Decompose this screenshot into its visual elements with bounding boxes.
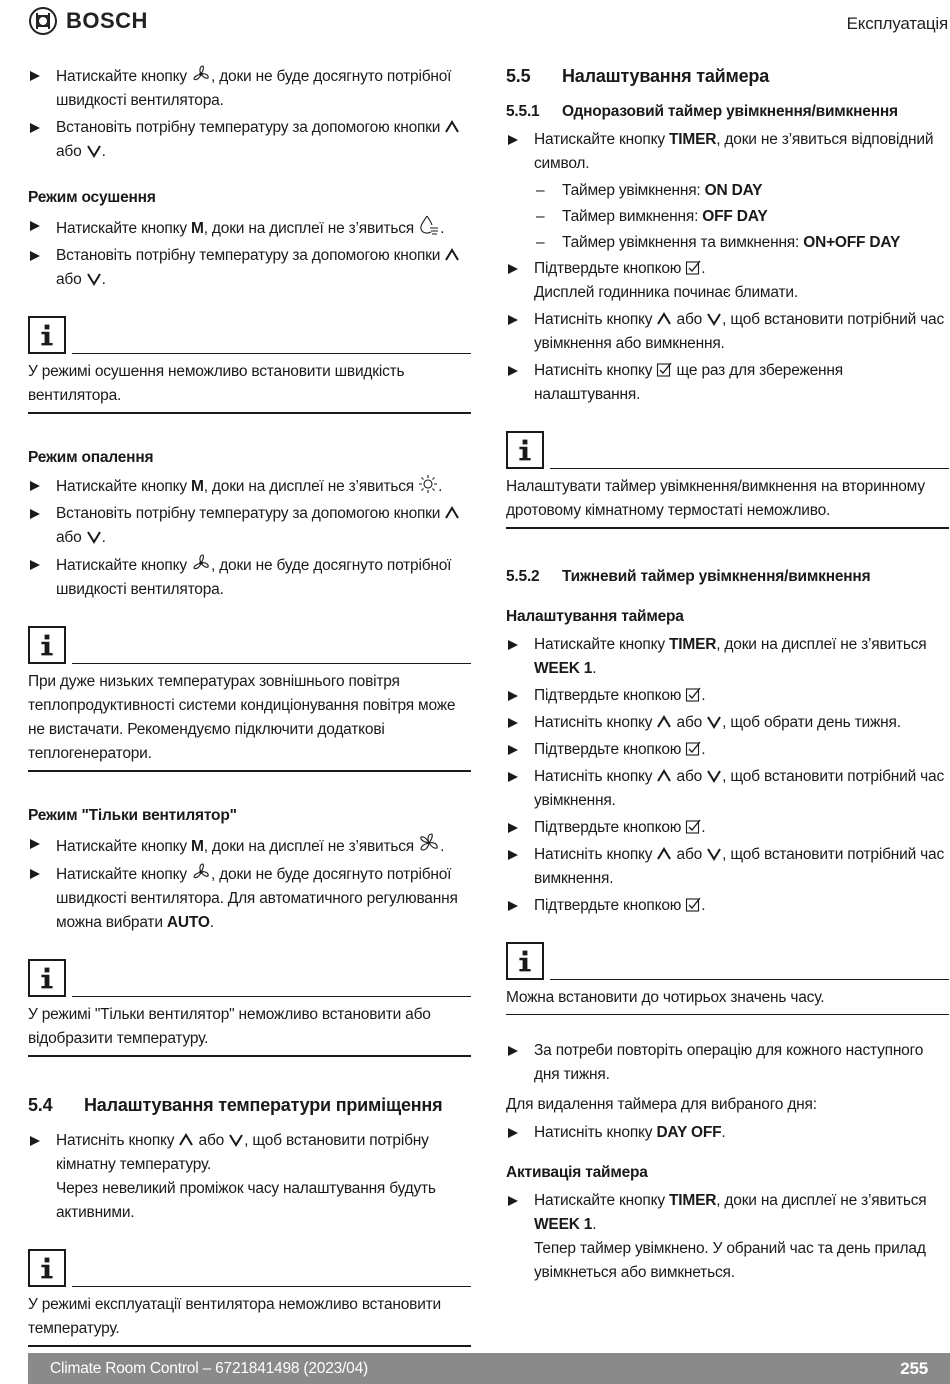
section-5-5-heading: 5.5 Налаштування таймера — [506, 66, 770, 86]
bosch-armature-icon — [28, 6, 58, 36]
info-text: У режимі експлуатації вентилятора неможливо встановити температуру. — [28, 1287, 471, 1347]
info-text: Налаштувати таймер увімкнення/вимкнення на вторинному дротовому кімнатному термостаті неможливо. — [506, 469, 949, 529]
info-icon — [506, 942, 544, 980]
right-column — [506, 64, 949, 1288]
list-item: Натисніть кнопку DAY OFF. — [506, 1121, 949, 1145]
section-5-5-1-heading: 5.5.1 Одноразовий таймер увімкнення/вимкнення — [506, 103, 898, 120]
info-text: У режимі осушення неможливо встановити швидкість вентилятора. — [28, 354, 471, 414]
page-header — [28, 6, 950, 38]
arrow-up-icon — [444, 505, 460, 521]
list-item: Встановіть потрібну температуру за допомогою кнопки або . — [28, 116, 471, 164]
arrow-up-icon — [656, 768, 672, 784]
list-item: За потреби повторіть операцію для кожного наступного дня тижня. — [506, 1039, 949, 1087]
list-item: Натисніть кнопку або , щоб встановити потрібну кімнатну температуру. Через невеликий проміжок часу налаштування будуть активними. — [28, 1129, 471, 1225]
info-note — [28, 622, 471, 772]
info-note — [506, 427, 949, 529]
confirm-check-icon — [685, 687, 701, 703]
list-item: Натискайте кнопку , доки не буде досягнуто потрібної швидкості вентилятора. — [28, 64, 471, 113]
arrow-down-icon — [228, 1132, 244, 1148]
list-item: Натисніть кнопку або , щоб встановити потрібний час вимкнення. — [506, 843, 949, 891]
arrow-down-icon — [706, 311, 722, 327]
list-item: Натискайте кнопку M, доки на дисплеї не з’явиться . — [28, 474, 471, 499]
section-label: Експлуатація — [846, 14, 948, 33]
confirm-check-icon — [685, 897, 701, 913]
arrow-down-icon — [86, 143, 102, 159]
info-icon — [28, 626, 66, 664]
list-item: Натискайте кнопку , доки не буде досягнуто потрібної швидкості вентилятора. — [28, 553, 471, 602]
arrow-up-icon — [656, 311, 672, 327]
dry-mode-heading: Режим осушення — [28, 189, 156, 206]
list-item: Натисніть кнопку ще раз для збереження налаштування. — [506, 359, 949, 407]
info-icon — [28, 1249, 66, 1287]
list-item: – Таймер вимкнення: OFF DAY — [506, 205, 949, 229]
info-note — [28, 312, 471, 414]
list-item: – Таймер увімкнення та вимкнення: ON+OFF DAY — [506, 231, 949, 255]
bosch-logo — [28, 6, 148, 36]
info-icon — [28, 316, 66, 354]
info-text: При дуже низьких температурах зовнішнього повітря теплопродуктивності системи кондиціонування повітря може не вистачати. Рекомендуємо підключити додаткові теплогенератори. — [28, 664, 471, 772]
arrow-up-icon — [656, 714, 672, 730]
list-item: Встановіть потрібну температуру за допомогою кнопки або . — [28, 502, 471, 550]
list-item: Натискайте кнопку TIMER, доки на дисплеї не з’явиться WEEK 1. — [506, 633, 949, 681]
list-item: Натискайте кнопку M, доки на дисплеї не з’явиться . — [28, 832, 471, 859]
sun-icon — [418, 474, 438, 494]
list-item: Натисніть кнопку або , щоб обрати день тижня. — [506, 711, 949, 735]
info-note — [506, 938, 949, 1015]
brand-name: BOSCH — [66, 8, 148, 33]
info-note — [28, 955, 471, 1057]
info-icon — [28, 959, 66, 997]
info-note — [28, 1245, 471, 1347]
timer-activation-heading: Активація таймера — [506, 1164, 648, 1181]
timer-setup-heading: Налаштування таймера — [506, 608, 684, 625]
list-item: Натисніть кнопку або , щоб встановити потрібний час увімкнення або вимкнення. — [506, 308, 949, 356]
list-item: Натискайте кнопку TIMER, доки на дисплеї не з’явиться WEEK 1. Тепер таймер увімкнено. У обраний час та день прилад увімкнеться або вимкнеться. — [506, 1189, 949, 1285]
confirm-check-icon — [685, 260, 701, 276]
arrow-down-icon — [86, 271, 102, 287]
arrow-up-icon — [444, 247, 460, 263]
confirm-check-icon — [685, 819, 701, 835]
list-item: Встановіть потрібну температуру за допомогою кнопки або . — [28, 244, 471, 292]
list-item: Натискайте кнопку TIMER, доки не з’явиться відповідний символ. — [506, 128, 949, 176]
heat-mode-heading: Режим опалення — [28, 449, 154, 466]
list-item: Підтвердьте кнопкою . — [506, 816, 949, 840]
confirm-check-icon — [656, 362, 672, 378]
list-item: Підтвердьте кнопкою . — [506, 738, 949, 762]
delete-intro: Для видалення таймера для вибраного дня: — [506, 1096, 817, 1113]
footer-document-id: Climate Room Control – 6721841498 (2023/04) — [50, 1360, 368, 1377]
list-item: – Таймер увімкнення: ON DAY — [506, 179, 949, 203]
list-item: Натисніть кнопку або , щоб встановити потрібний час увімкнення. — [506, 765, 949, 813]
fan-speed-icon — [191, 64, 211, 84]
list-item: Підтвердьте кнопкою . — [506, 894, 949, 918]
section-5-4-heading: 5.4 Налаштування температури приміщення — [28, 1095, 443, 1115]
fan-only-mode-heading: Режим "Тільки вентилятор" — [28, 807, 237, 824]
list-item: Підтвердьте кнопкою . Дисплей годинника починає блимати. — [506, 257, 949, 305]
fan-only-icon — [418, 832, 440, 854]
arrow-down-icon — [706, 768, 722, 784]
list-item: Підтвердьте кнопкою . — [506, 684, 949, 708]
list-item: Натискайте кнопку , доки не буде досягнуто потрібної швидкості вентилятора. Для автоматичного регулювання можна вибрати AUTO. — [28, 862, 471, 935]
arrow-down-icon — [86, 529, 102, 545]
arrow-up-icon — [178, 1132, 194, 1148]
info-icon — [506, 431, 544, 469]
arrow-down-icon — [706, 846, 722, 862]
section-5-5-2-heading: 5.5.2 Тижневий таймер увімкнення/вимкнення — [506, 568, 871, 585]
list-item: Натискайте кнопку M, доки на дисплеї не з’явиться . — [28, 214, 471, 241]
arrow-up-icon — [444, 119, 460, 135]
info-text: Можна встановити до чотирьох значень часу. — [506, 980, 949, 1015]
fan-speed-icon — [191, 553, 211, 573]
confirm-check-icon — [685, 741, 701, 757]
page-footer — [28, 1353, 950, 1384]
drop-icon — [418, 214, 440, 236]
arrow-up-icon — [656, 846, 672, 862]
info-text: У режимі "Тільки вентилятор" неможливо встановити або відобразити температуру. — [28, 997, 471, 1057]
page-number: 255 — [900, 1359, 928, 1378]
left-column — [28, 64, 471, 1347]
fan-speed-icon — [191, 862, 211, 882]
arrow-down-icon — [706, 714, 722, 730]
